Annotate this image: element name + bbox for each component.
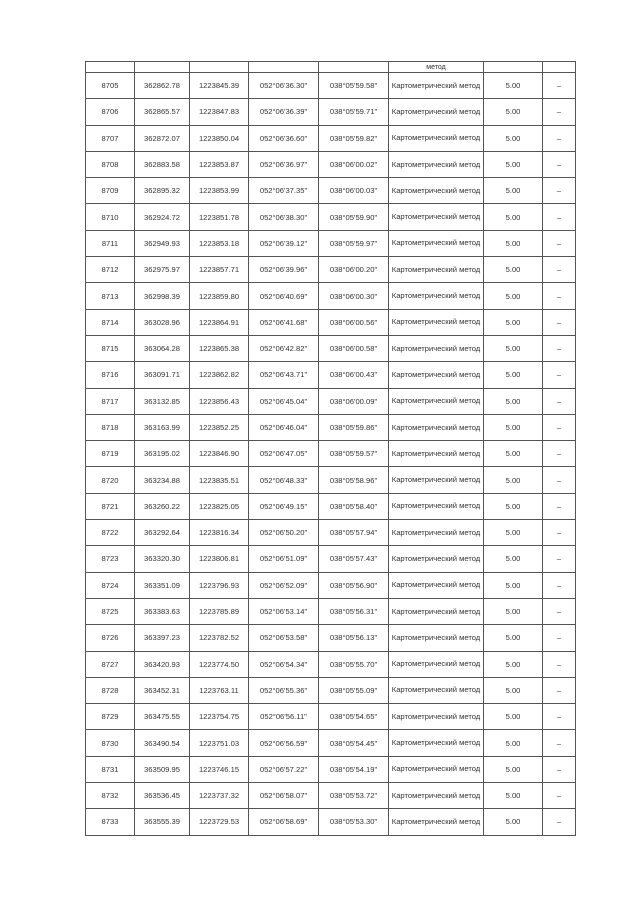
table-row [86, 283, 576, 309]
accuracy-cell: 5.00 [484, 441, 543, 467]
method-cell: Картометрический метод [389, 572, 484, 598]
y-coordinate-cell: 1223862.82 [190, 362, 249, 388]
latitude-cell: 052°06'39.12" [249, 230, 319, 256]
latitude-cell: 052°06'52.09" [249, 572, 319, 598]
longitude-cell: 038°05'55.09" [319, 677, 389, 703]
point-number-cell: 8718 [86, 414, 135, 440]
y-coordinate-cell: 1223856.43 [190, 388, 249, 414]
x-coordinate-cell: 362924.72 [135, 204, 190, 230]
table-row [86, 309, 576, 335]
table-row [86, 204, 576, 230]
y-coordinate-cell: 1223850.04 [190, 125, 249, 151]
note-cell: – [543, 809, 576, 835]
y-coordinate-cell: 1223763.11 [190, 677, 249, 703]
table-row [86, 572, 576, 598]
note-cell: – [543, 704, 576, 730]
note-cell: – [543, 125, 576, 151]
accuracy-cell: 5.00 [484, 151, 543, 177]
point-number-cell: 8729 [86, 704, 135, 730]
note-cell: – [543, 230, 576, 256]
x-coordinate-cell: 362865.57 [135, 99, 190, 125]
method-cell: Картометрический метод [389, 520, 484, 546]
note-cell: – [543, 309, 576, 335]
x-coordinate-cell: 363490.54 [135, 730, 190, 756]
point-number-cell: 8710 [86, 204, 135, 230]
coordinates-table [85, 61, 576, 836]
cell [319, 62, 389, 73]
latitude-cell: 052°06'45.04" [249, 388, 319, 414]
note-cell: – [543, 335, 576, 361]
table-row [86, 520, 576, 546]
longitude-cell: 038°06'00.43" [319, 362, 389, 388]
accuracy-cell: 5.00 [484, 125, 543, 151]
latitude-cell: 052°06'56.59" [249, 730, 319, 756]
note-cell: – [543, 546, 576, 572]
table-row [86, 730, 576, 756]
point-number-cell: 8724 [86, 572, 135, 598]
accuracy-cell: 5.00 [484, 783, 543, 809]
y-coordinate-cell: 1223825.05 [190, 493, 249, 519]
table-row [86, 625, 576, 651]
y-coordinate-cell: 1223853.18 [190, 230, 249, 256]
point-number-cell: 8715 [86, 335, 135, 361]
method-cell: Картометрический метод [389, 178, 484, 204]
note-cell: – [543, 99, 576, 125]
x-coordinate-cell: 363064.28 [135, 335, 190, 361]
coordinates-document [85, 61, 575, 836]
longitude-cell: 038°05'59.97" [319, 230, 389, 256]
method-cell: Картометрический метод [389, 309, 484, 335]
x-coordinate-cell: 362872.07 [135, 125, 190, 151]
x-coordinate-cell: 363195.02 [135, 441, 190, 467]
y-coordinate-cell: 1223754.75 [190, 704, 249, 730]
table-row [86, 178, 576, 204]
x-coordinate-cell: 363132.85 [135, 388, 190, 414]
latitude-cell: 052°06'36.39" [249, 99, 319, 125]
table-row [86, 151, 576, 177]
method-cell: Картометрический метод [389, 388, 484, 414]
method-cell: Картометрический метод [389, 204, 484, 230]
longitude-cell: 038°06'00.09" [319, 388, 389, 414]
y-coordinate-cell: 1223853.99 [190, 178, 249, 204]
method-cell: Картометрический метод [389, 467, 484, 493]
continued-header-row [86, 62, 576, 73]
method-cell: Картометрический метод [389, 598, 484, 624]
x-coordinate-cell: 362949.93 [135, 230, 190, 256]
method-cell: Картометрический метод [389, 230, 484, 256]
point-number-cell: 8711 [86, 230, 135, 256]
latitude-cell: 052°06'36.60" [249, 125, 319, 151]
x-coordinate-cell: 363320.30 [135, 546, 190, 572]
x-coordinate-cell: 362895.32 [135, 178, 190, 204]
table-row [86, 257, 576, 283]
longitude-cell: 038°06'00.30" [319, 283, 389, 309]
point-number-cell: 8707 [86, 125, 135, 151]
x-coordinate-cell: 363351.09 [135, 572, 190, 598]
point-number-cell: 8719 [86, 441, 135, 467]
y-coordinate-cell: 1223737.32 [190, 783, 249, 809]
y-coordinate-cell: 1223796.93 [190, 572, 249, 598]
note-cell: – [543, 73, 576, 99]
y-coordinate-cell: 1223864.91 [190, 309, 249, 335]
accuracy-cell: 5.00 [484, 546, 543, 572]
note-cell: – [543, 414, 576, 440]
longitude-cell: 038°05'59.82" [319, 125, 389, 151]
accuracy-cell: 5.00 [484, 99, 543, 125]
table-row [86, 362, 576, 388]
y-coordinate-cell: 1223729.53 [190, 809, 249, 835]
method-cell: Картометрический метод [389, 335, 484, 361]
point-number-cell: 8721 [86, 493, 135, 519]
y-coordinate-cell: 1223847.83 [190, 99, 249, 125]
point-number-cell: 8712 [86, 257, 135, 283]
point-number-cell: 8723 [86, 546, 135, 572]
longitude-cell: 038°05'58.40" [319, 493, 389, 519]
x-coordinate-cell: 363091.71 [135, 362, 190, 388]
x-coordinate-cell: 362998.39 [135, 283, 190, 309]
point-number-cell: 8733 [86, 809, 135, 835]
longitude-cell: 038°05'58.96" [319, 467, 389, 493]
longitude-cell: 038°05'59.90" [319, 204, 389, 230]
longitude-cell: 038°06'00.56" [319, 309, 389, 335]
method-cell: Картометрический метод [389, 362, 484, 388]
table-row [86, 99, 576, 125]
note-cell: – [543, 467, 576, 493]
point-number-cell: 8732 [86, 783, 135, 809]
latitude-cell: 052°06'36.97" [249, 151, 319, 177]
longitude-cell: 038°05'56.31" [319, 598, 389, 624]
latitude-cell: 052°06'41.68" [249, 309, 319, 335]
cell [484, 62, 543, 73]
note-cell: – [543, 178, 576, 204]
longitude-cell: 038°05'54.19" [319, 756, 389, 782]
accuracy-cell: 5.00 [484, 388, 543, 414]
y-coordinate-cell: 1223746.15 [190, 756, 249, 782]
accuracy-cell: 5.00 [484, 230, 543, 256]
accuracy-cell: 5.00 [484, 335, 543, 361]
x-coordinate-cell: 363420.93 [135, 651, 190, 677]
point-number-cell: 8709 [86, 178, 135, 204]
y-coordinate-cell: 1223859.80 [190, 283, 249, 309]
latitude-cell: 052°06'39.96" [249, 257, 319, 283]
y-coordinate-cell: 1223816.34 [190, 520, 249, 546]
method-cell: Картометрический метод [389, 151, 484, 177]
cell [190, 62, 249, 73]
table-row [86, 783, 576, 809]
y-coordinate-cell: 1223865.38 [190, 335, 249, 361]
accuracy-cell: 5.00 [484, 204, 543, 230]
latitude-cell: 052°06'46.04" [249, 414, 319, 440]
x-coordinate-cell: 363555.39 [135, 809, 190, 835]
table-row [86, 493, 576, 519]
latitude-cell: 052°06'40.69" [249, 283, 319, 309]
note-cell: – [543, 651, 576, 677]
x-coordinate-cell: 362862.78 [135, 73, 190, 99]
table-row [86, 73, 576, 99]
table-row [86, 441, 576, 467]
longitude-cell: 038°05'53.30" [319, 809, 389, 835]
cell [135, 62, 190, 73]
note-cell: – [543, 625, 576, 651]
longitude-cell: 038°05'53.72" [319, 783, 389, 809]
point-number-cell: 8706 [86, 99, 135, 125]
longitude-cell: 038°05'57.43" [319, 546, 389, 572]
method-cell: Картометрический метод [389, 493, 484, 519]
latitude-cell: 052°06'37.35" [249, 178, 319, 204]
longitude-cell: 038°06'00.02" [319, 151, 389, 177]
longitude-cell: 038°05'56.13" [319, 625, 389, 651]
latitude-cell: 052°06'51.09" [249, 546, 319, 572]
point-number-cell: 8726 [86, 625, 135, 651]
method-cell: Картометрический метод [389, 809, 484, 835]
method-cell: Картометрический метод [389, 283, 484, 309]
longitude-cell: 038°05'54.45" [319, 730, 389, 756]
table-row [86, 651, 576, 677]
point-number-cell: 8720 [86, 467, 135, 493]
table-row [86, 125, 576, 151]
latitude-cell: 052°06'53.58" [249, 625, 319, 651]
longitude-cell: 038°05'59.71" [319, 99, 389, 125]
point-number-cell: 8705 [86, 73, 135, 99]
y-coordinate-cell: 1223785.89 [190, 598, 249, 624]
note-cell: – [543, 493, 576, 519]
point-number-cell: 8730 [86, 730, 135, 756]
accuracy-cell: 5.00 [484, 309, 543, 335]
note-cell: – [543, 388, 576, 414]
point-number-cell: 8731 [86, 756, 135, 782]
method-cell: Картометрический метод [389, 441, 484, 467]
method-cell: Картометрический метод [389, 414, 484, 440]
table-row [86, 230, 576, 256]
x-coordinate-cell: 363292.64 [135, 520, 190, 546]
latitude-cell: 052°06'43.71" [249, 362, 319, 388]
point-number-cell: 8725 [86, 598, 135, 624]
accuracy-cell: 5.00 [484, 809, 543, 835]
y-coordinate-cell: 1223846.90 [190, 441, 249, 467]
latitude-cell: 052°06'47.05" [249, 441, 319, 467]
x-coordinate-cell: 363452.31 [135, 677, 190, 703]
accuracy-cell: 5.00 [484, 730, 543, 756]
method-cell: Картометрический метод [389, 756, 484, 782]
x-coordinate-cell: 362883.58 [135, 151, 190, 177]
longitude-cell: 038°05'57.94" [319, 520, 389, 546]
point-number-cell: 8714 [86, 309, 135, 335]
accuracy-cell: 5.00 [484, 572, 543, 598]
cell [543, 62, 576, 73]
table-row [86, 756, 576, 782]
x-coordinate-cell: 363163.99 [135, 414, 190, 440]
table-row [86, 467, 576, 493]
y-coordinate-cell: 1223806.81 [190, 546, 249, 572]
accuracy-cell: 5.00 [484, 651, 543, 677]
method-cell: Картометрический метод [389, 99, 484, 125]
accuracy-cell: 5.00 [484, 257, 543, 283]
note-cell: – [543, 756, 576, 782]
longitude-cell: 038°06'00.20" [319, 257, 389, 283]
note-cell: – [543, 520, 576, 546]
x-coordinate-cell: 363475.55 [135, 704, 190, 730]
method-cell: Картометрический метод [389, 677, 484, 703]
latitude-cell: 052°06'38.30" [249, 204, 319, 230]
table-row [86, 598, 576, 624]
table-row [86, 414, 576, 440]
latitude-cell: 052°06'56.11" [249, 704, 319, 730]
y-coordinate-cell: 1223774.50 [190, 651, 249, 677]
longitude-cell: 038°05'56.90" [319, 572, 389, 598]
latitude-cell: 052°06'58.69" [249, 809, 319, 835]
method-cell: метод [389, 62, 484, 73]
table-row [86, 677, 576, 703]
x-coordinate-cell: 363383.63 [135, 598, 190, 624]
latitude-cell: 052°06'54.34" [249, 651, 319, 677]
point-number-cell: 8727 [86, 651, 135, 677]
table-row [86, 546, 576, 572]
note-cell: – [543, 257, 576, 283]
cell [86, 62, 135, 73]
y-coordinate-cell: 1223835.51 [190, 467, 249, 493]
accuracy-cell: 5.00 [484, 756, 543, 782]
cell [249, 62, 319, 73]
x-coordinate-cell: 363509.95 [135, 756, 190, 782]
x-coordinate-cell: 363234.88 [135, 467, 190, 493]
method-cell: Картометрический метод [389, 704, 484, 730]
x-coordinate-cell: 363536.45 [135, 783, 190, 809]
x-coordinate-cell: 363028.96 [135, 309, 190, 335]
accuracy-cell: 5.00 [484, 704, 543, 730]
accuracy-cell: 5.00 [484, 598, 543, 624]
accuracy-cell: 5.00 [484, 467, 543, 493]
latitude-cell: 052°06'42.82" [249, 335, 319, 361]
latitude-cell: 052°06'53.14" [249, 598, 319, 624]
table-row [86, 809, 576, 835]
point-number-cell: 8708 [86, 151, 135, 177]
longitude-cell: 038°06'00.03" [319, 178, 389, 204]
latitude-cell: 052°06'49.15" [249, 493, 319, 519]
accuracy-cell: 5.00 [484, 283, 543, 309]
latitude-cell: 052°06'50.20" [249, 520, 319, 546]
accuracy-cell: 5.00 [484, 625, 543, 651]
note-cell: – [543, 730, 576, 756]
latitude-cell: 052°06'58.07" [249, 783, 319, 809]
y-coordinate-cell: 1223782.52 [190, 625, 249, 651]
method-cell: Картометрический метод [389, 651, 484, 677]
note-cell: – [543, 151, 576, 177]
point-number-cell: 8713 [86, 283, 135, 309]
table-row [86, 335, 576, 361]
table-row [86, 388, 576, 414]
method-cell: Картометрический метод [389, 546, 484, 572]
latitude-cell: 052°06'57.22" [249, 756, 319, 782]
method-cell: Картометрический метод [389, 257, 484, 283]
point-number-cell: 8716 [86, 362, 135, 388]
note-cell: – [543, 441, 576, 467]
y-coordinate-cell: 1223857.71 [190, 257, 249, 283]
longitude-cell: 038°06'00.58" [319, 335, 389, 361]
note-cell: – [543, 362, 576, 388]
table-row [86, 704, 576, 730]
longitude-cell: 038°05'54.65" [319, 704, 389, 730]
method-cell: Картометрический метод [389, 730, 484, 756]
method-cell: Картометрический метод [389, 73, 484, 99]
accuracy-cell: 5.00 [484, 414, 543, 440]
y-coordinate-cell: 1223852.25 [190, 414, 249, 440]
x-coordinate-cell: 363260.22 [135, 493, 190, 519]
x-coordinate-cell: 362975.97 [135, 257, 190, 283]
note-cell: – [543, 572, 576, 598]
longitude-cell: 038°05'59.57" [319, 441, 389, 467]
y-coordinate-cell: 1223751.03 [190, 730, 249, 756]
y-coordinate-cell: 1223851.78 [190, 204, 249, 230]
accuracy-cell: 5.00 [484, 178, 543, 204]
x-coordinate-cell: 363397.23 [135, 625, 190, 651]
method-cell: Картометрический метод [389, 783, 484, 809]
latitude-cell: 052°06'55.36" [249, 677, 319, 703]
accuracy-cell: 5.00 [484, 493, 543, 519]
longitude-cell: 038°05'59.58" [319, 73, 389, 99]
note-cell: – [543, 783, 576, 809]
accuracy-cell: 5.00 [484, 73, 543, 99]
accuracy-cell: 5.00 [484, 520, 543, 546]
note-cell: – [543, 598, 576, 624]
note-cell: – [543, 283, 576, 309]
point-number-cell: 8722 [86, 520, 135, 546]
latitude-cell: 052°06'48.33" [249, 467, 319, 493]
y-coordinate-cell: 1223845.39 [190, 73, 249, 99]
accuracy-cell: 5.00 [484, 362, 543, 388]
method-cell: Картометрический метод [389, 625, 484, 651]
latitude-cell: 052°06'36.30" [249, 73, 319, 99]
accuracy-cell: 5.00 [484, 677, 543, 703]
longitude-cell: 038°05'55.70" [319, 651, 389, 677]
point-number-cell: 8717 [86, 388, 135, 414]
note-cell: – [543, 204, 576, 230]
y-coordinate-cell: 1223853.87 [190, 151, 249, 177]
method-cell: Картометрический метод [389, 125, 484, 151]
point-number-cell: 8728 [86, 677, 135, 703]
longitude-cell: 038°05'59.86" [319, 414, 389, 440]
note-cell: – [543, 677, 576, 703]
